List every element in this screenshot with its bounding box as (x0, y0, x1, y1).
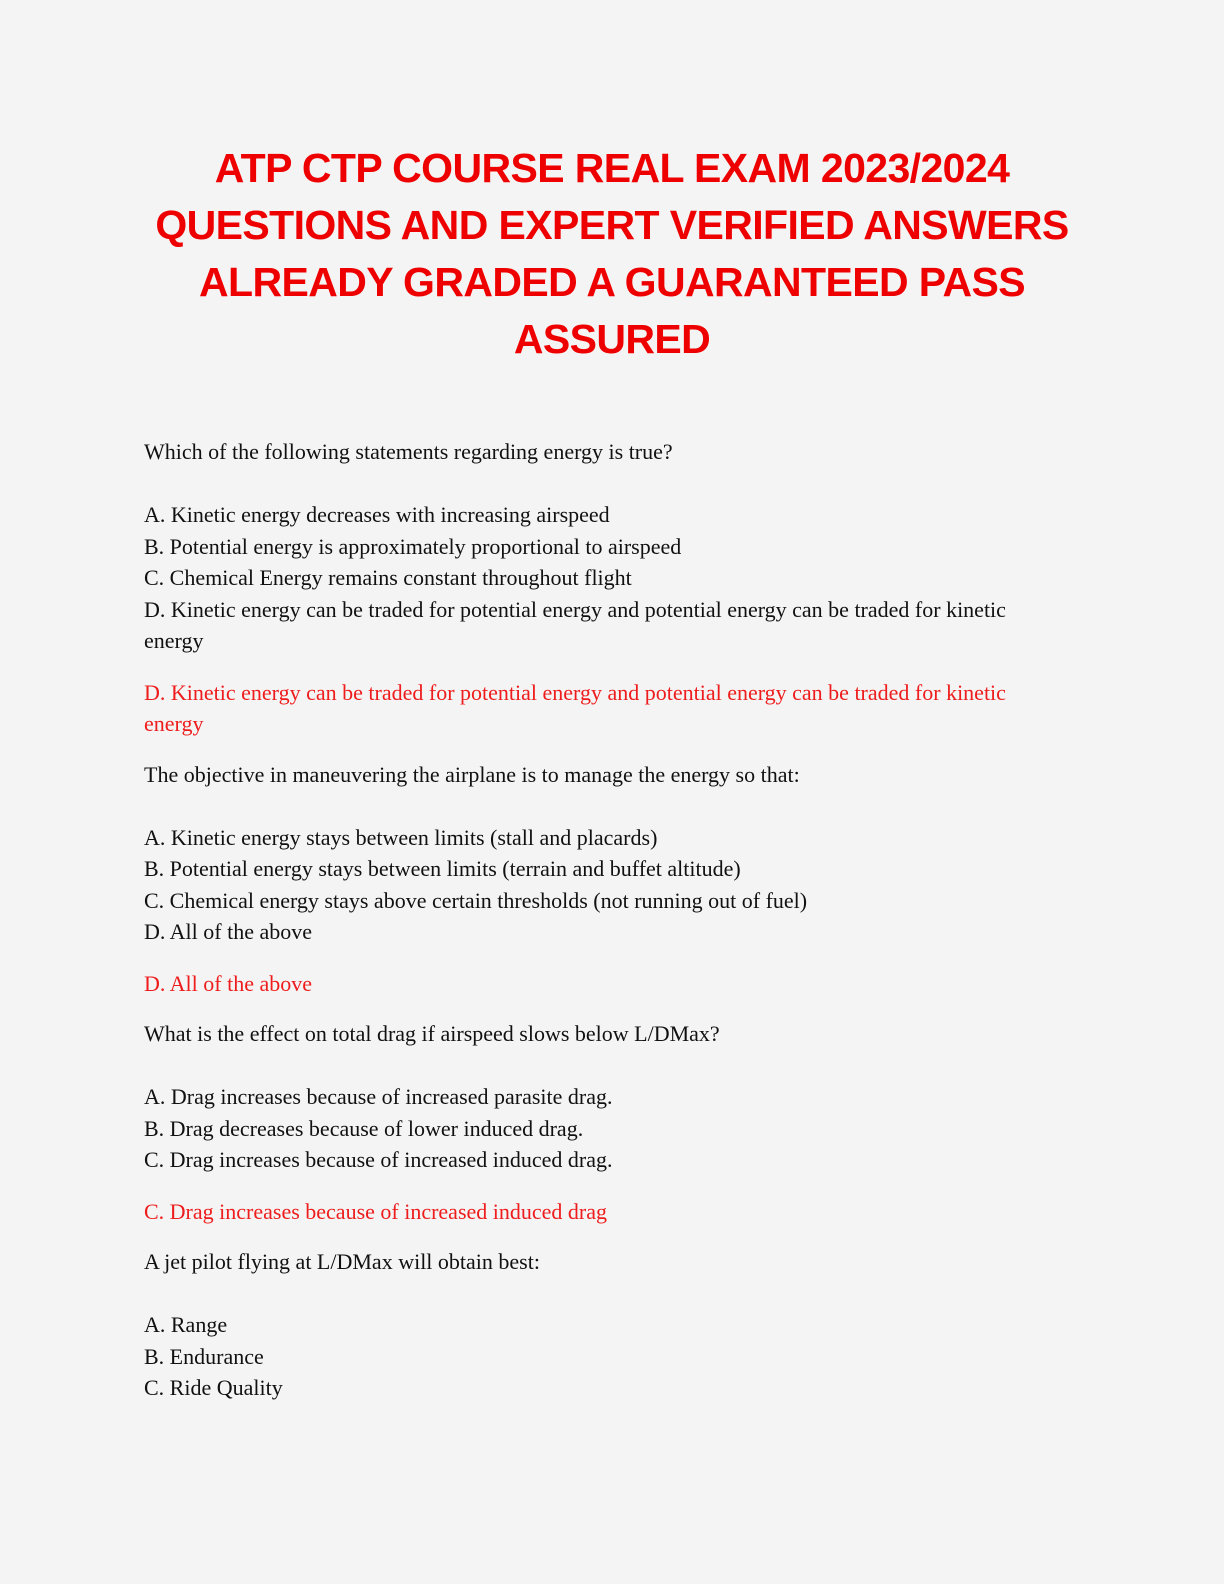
question-block-1 (144, 436, 1024, 740)
document-title (112, 140, 1112, 368)
option-item: B. Endurance (144, 1343, 264, 1369)
option-item: B. Potential energy is approximately proportional to airspeed (144, 533, 682, 559)
answer-text: C. Drag increases because of increased induced drag (144, 1198, 608, 1224)
options-list (144, 1081, 1024, 1176)
question-text: A jet pilot flying at L/DMax will obtain best: (144, 1249, 540, 1274)
option-item: C. Ride Quality (144, 1375, 283, 1400)
option-item: C. Chemical energy stays above certain thresholds (not running out of fuel) (144, 887, 808, 913)
title-line: QUESTIONS AND EXPERT VERIFIED ANSWERS (155, 202, 1069, 248)
question-block-2 (144, 759, 1024, 1000)
question-block-3 (144, 1018, 1024, 1227)
option-item: A. Range (144, 1312, 228, 1337)
title-line: ATP CTP COURSE REAL EXAM 2023/2024 (214, 145, 1010, 191)
option-item: A. Kinetic energy stays between limits (stall and placards) (144, 824, 658, 850)
question-block-4 (144, 1246, 1024, 1404)
option-item: C. Drag increases because of increased induced drag. (144, 1147, 613, 1172)
answer-text: D. All of the above (144, 970, 313, 996)
options-list (144, 822, 1024, 948)
option-item: A. Drag increases because of increased parasite drag. (144, 1084, 613, 1109)
options-list (144, 1309, 1024, 1404)
title-line: ALREADY GRADED A GUARANTEED PASS (199, 259, 1025, 305)
question-text: What is the effect on total drag if airspeed slows below L/DMax? (144, 1021, 720, 1046)
options-list (144, 499, 1024, 657)
question-text: Which of the following statements regarding energy is true? (144, 439, 673, 464)
answer-text: D. Kinetic energy can be traded for potential energy and potential energy can be traded for kinetic energy (144, 679, 1006, 736)
option-item: A. Kinetic energy decreases with increasing airspeed (144, 502, 610, 527)
option-item: D. Kinetic energy can be traded for potential energy and potential energy can be traded for kinetic energy (144, 596, 1006, 653)
option-item: B. Potential energy stays between limits (terrain and buffet altitude) (144, 856, 741, 881)
questions-list (144, 436, 1024, 1404)
option-item: B. Drag decreases because of lower induced drag. (144, 1115, 584, 1141)
title-line: ASSURED (513, 316, 711, 362)
question-text: The objective in maneuvering the airplane is to manage the energy so that: (144, 761, 800, 787)
option-item: D. All of the above (144, 919, 313, 944)
option-item: C. Chemical Energy remains constant throughout flight (144, 565, 632, 590)
